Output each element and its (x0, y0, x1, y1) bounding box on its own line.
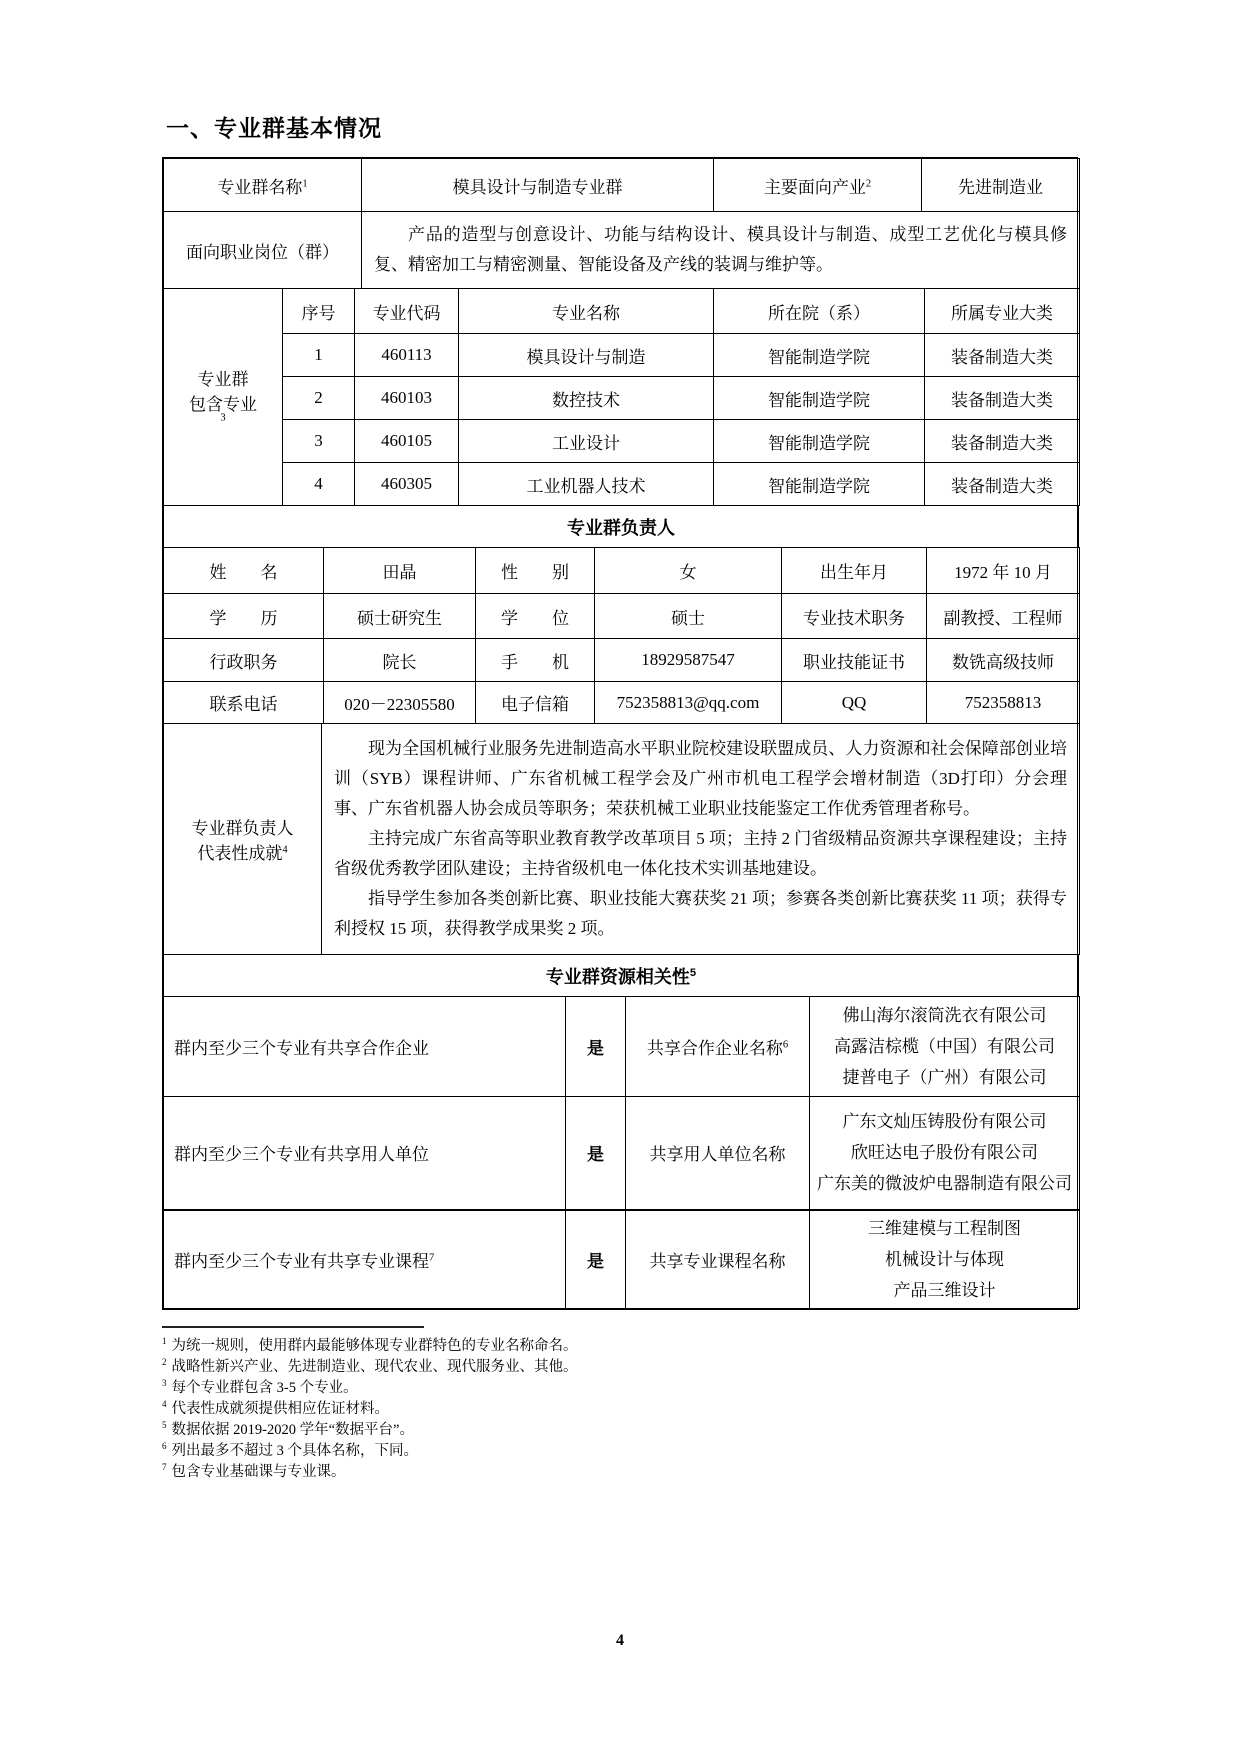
list-item: 佛山海尔滚筒洗衣有限公司 (842, 1006, 1047, 1025)
table-row (164, 420, 1080, 463)
resource-names (810, 1210, 1080, 1309)
table-row (164, 463, 1080, 506)
resource-answer: 是 (566, 1210, 626, 1309)
table-row (164, 334, 1080, 377)
email-value: 752358813@qq.com (595, 682, 782, 724)
name-label: 姓 名 (164, 548, 324, 594)
degree-value: 硕士 (595, 594, 782, 639)
list-item: 捷普电子（广州）有限公司 (842, 1068, 1047, 1087)
overview-table (163, 158, 1080, 289)
table-row (164, 548, 1080, 594)
admin-post-label: 行政职务 (164, 639, 324, 682)
program-no: 4 (283, 463, 355, 506)
document-content (162, 110, 1078, 1483)
achievements-label: 专业群负责人 代表性成就$^4$ (164, 724, 322, 955)
degree-label: 学 位 (476, 594, 595, 639)
program-category: 装备制造大类 (925, 377, 1080, 420)
phone-value: 020－22305580 (324, 682, 476, 724)
leader-header-table (163, 505, 1079, 548)
footnote-ref-7: 7 (429, 1251, 435, 1263)
program-code: 460305 (355, 463, 459, 506)
resource-question: 群内至少三个专业有共享用人单位 (164, 1097, 566, 1210)
list-item: 广东文灿压铸股份有限公司 (842, 1112, 1047, 1132)
table-row (164, 997, 1080, 1097)
page-number: 4 (616, 1632, 624, 1649)
column-header-college: 所在院（系） (714, 289, 925, 334)
program-college: 智能制造学院 (714, 334, 925, 377)
program-name: 工业机器人技术 (459, 463, 714, 506)
column-header-name: 专业名称 (459, 289, 714, 334)
program-name: 模具设计与制造 (459, 334, 714, 377)
group-name-value: 模具设计与制造专业群 (362, 159, 714, 212)
qq-label: QQ (782, 682, 927, 724)
footnote-ref-2: 2 (865, 177, 872, 189)
gender-label: 性 别 (476, 548, 595, 594)
footnote: $^1$ 为统一规则，使用群内最能够体现专业群特色的专业名称命名。 (162, 1335, 578, 1354)
jobs-label: 面向职业岗位（群） (164, 212, 362, 289)
footnote: $^5$ 数据依据 2019-2020 学年“数据平台”。 (162, 1419, 414, 1438)
education-label: 学 历 (164, 594, 324, 639)
program-name: 数控技术 (459, 377, 714, 420)
column-header-code: 专业代码 (355, 289, 459, 334)
list-item: 机械设计与体现 (885, 1249, 1004, 1269)
section-title-resources: 专业群资源相关性$^5$ (164, 955, 1079, 997)
table-row (164, 1097, 1080, 1210)
tech-title-value: 副教授、工程师 (927, 594, 1080, 639)
programs-group-label: 专业群 包含专业 $^3$ (164, 289, 283, 506)
footnote: $^2$ 战略性新兴产业、先进制造业、现代农业、现代服务业、其他。 (162, 1356, 578, 1375)
page-title: 一、专业群基本情况 (166, 115, 382, 141)
program-no: 3 (283, 420, 355, 463)
footnote: $^3$ 每个专业群包含 3-5 个专业。 (162, 1377, 358, 1396)
resource-answer: 是 (566, 1097, 626, 1210)
resource-question: 群内至少三个专业有共享合作企业 (164, 997, 566, 1097)
footnote-ref-4: 4 (282, 844, 288, 856)
resources-header-table (163, 954, 1079, 997)
footnote: $^7$ 包含专业基础课与专业课。 (162, 1461, 346, 1480)
program-college: 智能制造学院 (714, 463, 925, 506)
program-no: 1 (283, 334, 355, 377)
achievements-text: 现为全国机械行业服务先进制造高水平职业院校建设联盟成员、人力资源和社会保障部创业培训（SYB）课程讲师、广东省机械工程学会及广州市机电工程学会增材制造（3D打印）分会理事、广东省机器人协会成员等职务；荣获机械工业职业技能鉴定工作优秀管理者称号。 主持完成广东省高等职业教育教学改革项目 5 项；主持 2 门省级精品资源共享课程建设；主持省级优秀教学团队建设；主持省级机电一体化技术实训基地建设。 指导学生参加各类创新比赛、职业技能大赛获奖 21 项；参赛各类创新比赛获奖 11 项；获得专利授权 15 项，获得教学成果奖 2 项。 (322, 724, 1080, 955)
program-college: 智能制造学院 (714, 420, 925, 463)
skill-cert-label: 职业技能证书 (782, 639, 927, 682)
footnote-ref-3: 3 (220, 412, 226, 424)
list-item: 高露洁棕榄（中国）有限公司 (834, 1037, 1055, 1056)
list-item: 欣旺达电子股份有限公司 (851, 1143, 1038, 1163)
resource-name-label: 共享专业课程名称 (626, 1210, 810, 1309)
resource-names (810, 1097, 1080, 1210)
birth-label: 出生年月 (782, 548, 927, 594)
table-row (164, 682, 1080, 724)
list-item: 三维建模与工程制图 (868, 1218, 1021, 1238)
resource-name-label: 共享用人单位名称 (626, 1097, 810, 1210)
mobile-value: 18929587547 (595, 639, 782, 682)
mobile-label: 手 机 (476, 639, 595, 682)
resource-question: 群内至少三个专业有共享专业课程$^7$ (164, 1210, 566, 1309)
main-table (162, 157, 1078, 1310)
footnote: $^4$ 代表性成就须提供相应佐证材料。 (162, 1398, 389, 1417)
resources-table (163, 996, 1080, 1309)
table-row (164, 377, 1080, 420)
program-category: 装备制造大类 (925, 420, 1080, 463)
admin-post-value: 院长 (324, 639, 476, 682)
industry-value: 先进制造业 (922, 159, 1080, 212)
program-code: 460105 (355, 420, 459, 463)
group-name-label: 专业群名称$^1$ (164, 159, 362, 212)
industry-label: 主要面向产业$^2$ (714, 159, 922, 212)
program-name: 工业设计 (459, 420, 714, 463)
resource-answer: 是 (566, 997, 626, 1097)
list-item: 广东美的微波炉电器制造有限公司 (817, 1174, 1072, 1194)
column-header-category: 所属专业大类 (925, 289, 1080, 334)
footnote-separator (162, 1326, 424, 1328)
gender-value: 女 (595, 548, 782, 594)
table-row (164, 1210, 1080, 1309)
program-college: 智能制造学院 (714, 377, 925, 420)
program-category: 装备制造大类 (925, 334, 1080, 377)
phone-label: 联系电话 (164, 682, 324, 724)
program-category: 装备制造大类 (925, 463, 1080, 506)
footnote-ref-6: 6 (782, 1039, 789, 1051)
leader-info-table (163, 547, 1080, 724)
column-header-no: 序号 (283, 289, 355, 334)
list-item: 产品三维设计 (893, 1280, 996, 1300)
footnotes-block (162, 1326, 1078, 1483)
skill-cert-value: 数铣高级技师 (927, 639, 1080, 682)
email-label: 电子信箱 (476, 682, 595, 724)
resource-names (810, 997, 1080, 1097)
section-title-leader: 专业群负责人 (164, 506, 1079, 548)
footnote: $^6$ 列出最多不超过 3 个具体名称，下同。 (162, 1440, 418, 1459)
footnote-ref-5: 5 (689, 966, 697, 979)
education-value: 硕士研究生 (324, 594, 476, 639)
tech-title-label: 专业技术职务 (782, 594, 927, 639)
footnote-ref-1: 1 (302, 177, 308, 189)
name-value: 田晶 (324, 548, 476, 594)
resource-name-label: 共享合作企业名称$^6$ (626, 997, 810, 1097)
birth-value: 1972 年 10 月 (927, 548, 1080, 594)
table-row (164, 594, 1080, 639)
program-code: 460103 (355, 377, 459, 420)
jobs-value: 产品的造型与创意设计、功能与结构设计、模具设计与制造、成型工艺优化与模具修复、精密加工与精密测量、智能设备及产线的装调与维护等。 (362, 212, 1080, 289)
qq-value: 752358813 (927, 682, 1080, 724)
programs-table (163, 288, 1080, 506)
program-code: 460113 (355, 334, 459, 377)
achievements-table (163, 723, 1080, 955)
table-row (164, 639, 1080, 682)
program-no: 2 (283, 377, 355, 420)
